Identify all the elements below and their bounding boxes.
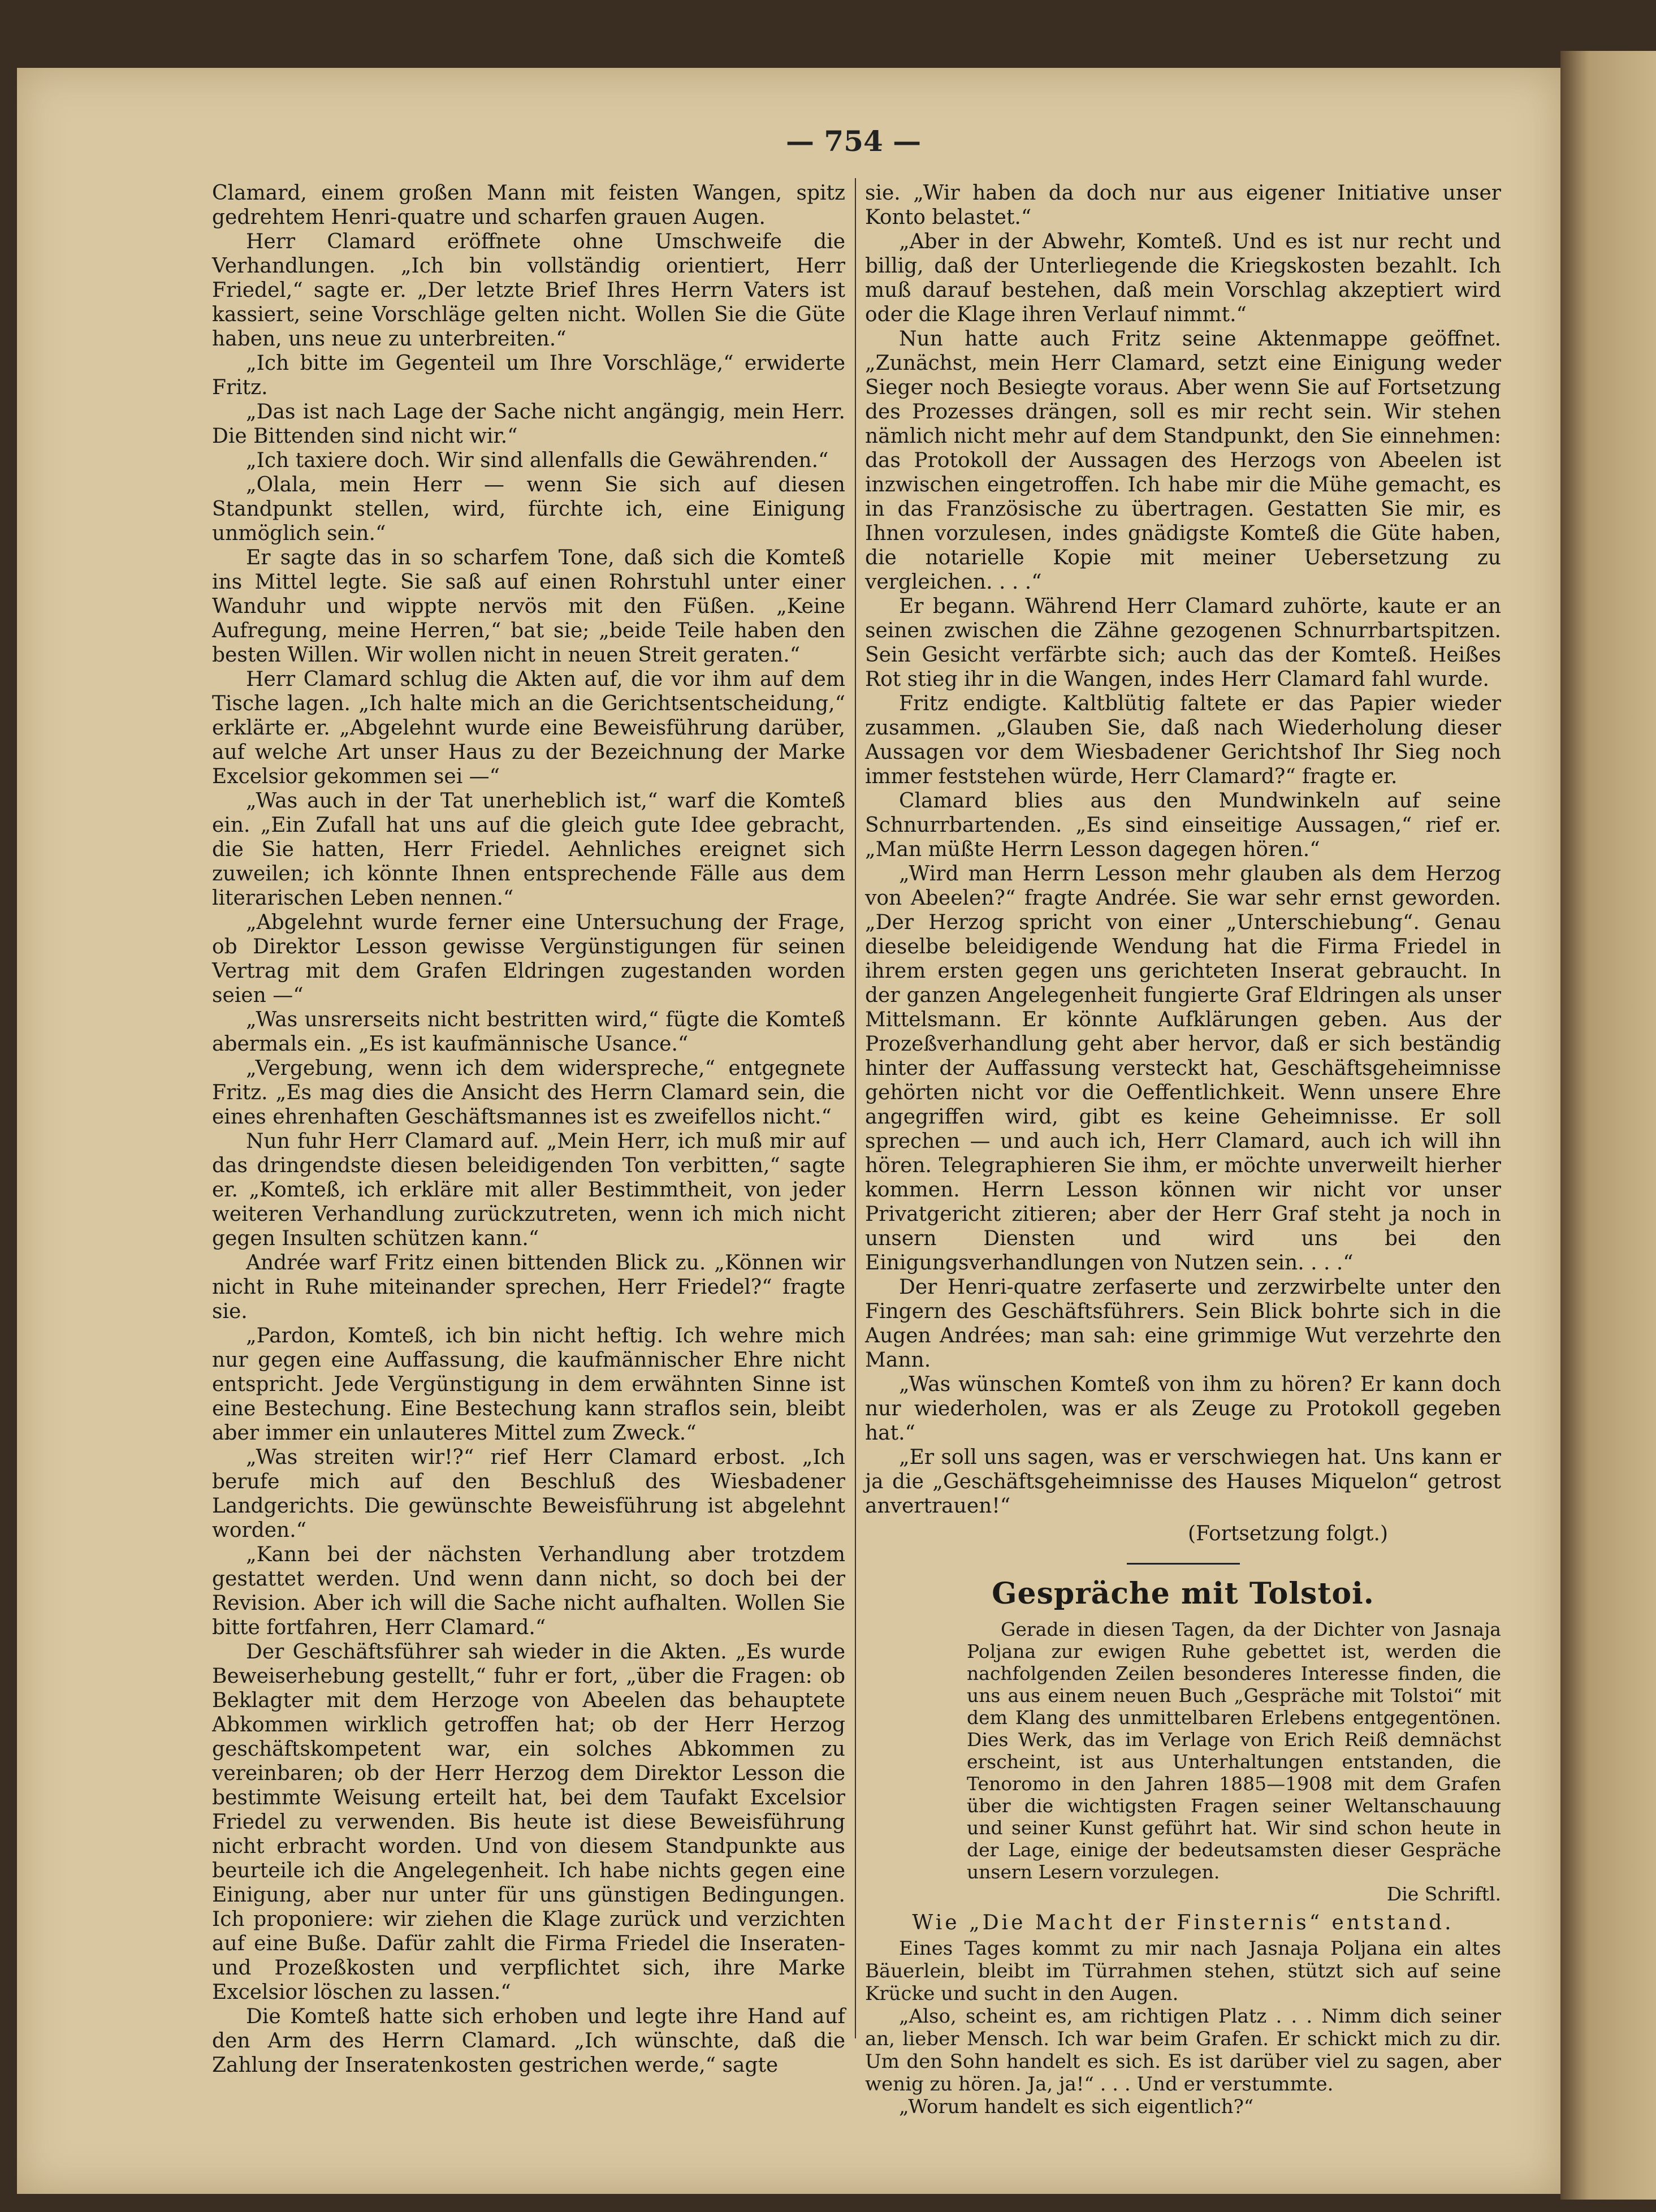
paragraph: Er sagte das in so scharfem Tone, daß sich die Komteß ins Mittel legte. Sie saß auf einen Rohrstuhl unter einer Wanduhr und wippte nervös mit den Füßen. „Keine Aufregung, meine Herren,“ bat sie; „beide Teile haben den besten Willen. Wir wollen nicht in neuen Streit geraten.“ <box>212 546 845 667</box>
paragraph: „Pardon, Komteß, ich bin nicht heftig. Ich wehre mich nur gegen eine Auffassung, die kaufmännischer Ehre nicht entspricht. Jede Vergünstigung in dem erwähnten Sinne ist eine Bestechung. Eine Bestechung kann straflos sein, bleibt aber immer ein unlauteres Mittel zum Zweck.“ <box>212 1324 845 1445</box>
paragraph: Die Komteß hatte sich erhoben und legte ihre Hand auf den Arm des Herrn Clamard. „Ich wünschte, daß die Zahlung der Inseratenkosten gestrichen werde,“ sagte <box>212 2005 845 2077</box>
paragraph: Herr Clamard schlug die Akten auf, die vor ihm auf dem Tische lagen. „Ich halte mich an die Gerichtsentscheidung,“ erklärte er. „Abgelehnt wurde eine Beweisführung darüber, auf welche Art unser Haus zu der Bezeichnung der Marke Excelsior gekommen sei —“ <box>212 668 845 788</box>
paragraph: Clamard blies aus den Mundwinkeln auf seine Schnurrbartenden. „Es sind einseitige Aussagen,“ rief er. „Man müßte Herrn Lesson dagegen hören.“ <box>865 789 1501 861</box>
paragraph: „Was streiten wir!?“ rief Herr Clamard erbost. „Ich berufe mich auf den Beschluß des Wiesbadener Landgerichts. Die gewünschte Beweisführung ist abgelehnt worden.“ <box>212 1446 845 1542</box>
paragraph: „Aber in der Abwehr, Komteß. Und es ist nur recht und billig, daß der Unterliegende die Kriegskosten bezahlt. Ich muß darauf bestehen, daß mein Vorschlag akzeptiert wird oder die Klage ihren Verlauf nimmt.“ <box>865 230 1501 326</box>
paragraph: „Olala, mein Herr — wenn Sie sich auf diesen Standpunkt stellen, wird, fürchte ich, eine Einigung unmöglich sein.“ <box>212 473 845 545</box>
paragraph: Nun fuhr Herr Clamard auf. „Mein Herr, ich muß mir auf das dringendste diesen beleidigenden Ton verbitten,“ sagte er. „Komteß, ich erkläre mit aller Bestimmtheit, von jeder weiteren Verhandlung zurückzutreten, wenn ich mich nicht gegen Insulten schützen kann.“ <box>212 1130 845 1250</box>
paragraph: „Was wünschen Komteß von ihm zu hören? Er kann doch nur wiederholen, was er als Zeuge zu Protokoll gegeben hat.“ <box>865 1373 1501 1445</box>
paragraph: „Kann bei der nächsten Verhandlung aber trotzdem gestattet werden. Und wenn dann nicht, so doch bei der Revision. Aber ich will die Sache nicht aufhalten. Wollen Sie bitte fortfahren, Herr Clamard.“ <box>212 1543 845 1639</box>
article-intro <box>967 1618 1501 1905</box>
paragraph: sie. „Wir haben da doch nur aus eigener Initiative unser Konto belastet.“ <box>865 182 1501 229</box>
paragraph: Der Henri-quatre zerfaserte und zerzwirbelte unter den Fingern des Geschäftsführers. Sein Blick bohrte sich in die Augen Andrées; man sah: eine grimmige Wut verzehrte den Mann. <box>865 1276 1501 1372</box>
page-number: — 754 — <box>786 124 922 158</box>
paragraph: Eines Tages kommt zu mir nach Jasnaja Poljana ein altes Bäuerlein, bleibt im Türrahmen stehen, stützt sich auf seine Krücke und sucht in den Augen. <box>865 1937 1501 2005</box>
paragraph: Er begann. Während Herr Clamard zuhörte, kaute er an seinen zwischen die Zähne gezogenen Schnurrbartspitzen. Sein Gesicht verfärbte sich; auch das der Komteß. Heißes Rot stieg ihr in die Wangen, indes Herr Clamard fahl wurde. <box>865 595 1501 691</box>
paragraph: Clamard, einem großen Mann mit feisten Wangen, spitz gedrehtem Henri-quatre und scharfen grauen Augen. <box>212 182 845 229</box>
adjacent-page-edge <box>1560 51 1656 2200</box>
paragraph: „Wird man Herrn Lesson mehr glauben als dem Herzog von Abeelen?“ fragte Andrée. Sie war sehr ernst geworden. „Der Herzog spricht von einer „Unterschiebung“. Genau dieselbe beleidigende Wendung hat die Firma Friedel in ihrem ersten gegen uns gerichteten Inserat gebraucht. In der ganzen Angelegenheit fungierte Graf Eldringen als unser Mittelsmann. Er könnte Aufklärungen geben. Aus der Prozeßverhandlung geht aber hervor, daß er sich beständig hinter der Auffassung versteckt hat, Geschäftsgeheimnisse gehörten nicht vor die Oeffentlichkeit. Wenn unsere Ehre angegriffen wird, gibt es keine Geheimnisse. Er soll sprechen — und auch ich, Herr Clamard, auch ich will ihn hören. Telegraphieren Sie ihm, er möchte unverweilt hierher kommen. Herrn Lesson können wir nicht vor unser Privatgericht zitieren; aber der Herr Graf steht ja noch in unsern Diensten und wird uns bei den Einigungsverhandlungen von Nutzen sein. . . .“ <box>865 862 1501 1275</box>
paragraph: „Ich bitte im Gegenteil um Ihre Vorschläge,“ erwiderte Fritz. <box>212 352 845 399</box>
editor-signature: Die Schriftl. <box>1386 1883 1501 1905</box>
paragraph: Andrée warf Fritz einen bittenden Blick zu. „Können wir nicht in Ruhe miteinander sprechen, Herr Friedel?“ fragte sie. <box>212 1251 845 1323</box>
continuation-note: (Fortsetzung folgt.) <box>1188 1522 1388 1545</box>
paragraph: „Ich taxiere doch. Wir sind allenfalls die Gewährenden.“ <box>246 449 829 472</box>
left-column <box>212 181 845 2077</box>
paragraph: „Das ist nach Lage der Sache nicht angängig, mein Herr. Die Bittenden sind nicht wir.“ <box>212 400 845 448</box>
paragraph: Nun hatte auch Fritz seine Aktenmappe geöffnet. „Zunächst, mein Herr Clamard, setzt eine Einigung weder Sieger noch Besiegte voraus. Aber wenn Sie auf Fortsetzung des Prozesses drängen, soll es mir recht sein. Wir stehen nämlich nicht mehr auf dem Standpunkt, den Sie einnehmen: das Protokoll der Aussagen des Herzogs von Abeelen ist inzwischen eingetroffen. Ich habe mir die Mühe gemacht, es in das Französische zu übertragen. Gestatten Sie mir, es Ihnen vorzulesen, indes gnädigste Komteß die Güte haben, die notarielle Kopie mit meiner Uebersetzung zu vergleichen. . . .“ <box>865 327 1501 594</box>
column-divider <box>855 178 856 2038</box>
paragraph: „Abgelehnt wurde ferner eine Untersuchung der Frage, ob Direktor Lesson gewisse Vergünstigungen für seinen Vertrag mit dem Grafen Eldringen zugestanden worden seien —“ <box>212 911 845 1007</box>
paragraph: „Er soll uns sagen, was er verschwiegen hat. Uns kann er ja die „Geschäftsgeheimnisse des Hauses Miquelon“ getrost anvertrauen!“ <box>865 1446 1501 1518</box>
paragraph: „Also, scheint es, am richtigen Platz . . . Nimm dich seiner an, lieber Mensch. Ich war beim Grafen. Er schickt mich zu dir. Um den Sohn handelt es sich. Es ist darüber viel zu sagen, aber wenig zu hören. Ja, ja!“ . . . Und er verstummte. <box>865 2005 1501 2096</box>
paragraph: Der Geschäftsführer sah wieder in die Akten. „Es wurde Beweiserhebung gestellt,“ fuhr er fort, „über die Fragen: ob Beklagter mit dem Herzoge von Abeelen das behauptete Abkommen wirklich getroffen hat; ob der Herr Herzog geschäftskompetent war, ein solches Abkommen zu vereinbaren; ob der Herr Herzog dem Direktor Lesson die bestimmte Weisung erteilt hat, bei dem Taufakt Excelsior Friedel zu verwenden. Bis heute ist diese Beweisführung nicht erbracht worden. Und von diesem Standpunkte aus beurteile ich die Angelegenheit. Ich habe nichts gegen eine Einigung, aber nur unter für uns günstigen Bedingungen. Ich proponiere: wir ziehen die Klage zurück und verzichten auf eine Buße. Dafür zahlt die Firma Friedel die Inseraten- und Prozeßkosten und verpflichtet sich, ihre Marke Excelsior löschen zu lassen.“ <box>212 1640 845 2004</box>
section-rule <box>1127 1563 1240 1565</box>
article-subheading: Wie „Die Macht der Finsternis“ entstand. <box>912 1911 1454 1934</box>
paragraph: Fritz endigte. Kaltblütig faltete er das Papier wieder zusammen. „Glauben Sie, daß nach Wiederholung dieser Aussagen vor dem Wiesbadener Gerichtshof Ihr Sieg noch immer feststehen würde, Herr Clamard?“ fragte er. <box>865 692 1501 788</box>
right-column <box>865 181 1501 2118</box>
paragraph: „Was auch in der Tat unerheblich ist,“ warf die Komteß ein. „Ein Zufall hat uns auf die gleich gute Idee gebracht, die Sie hatten, Herr Friedel. Aehnliches ereignet sich zuweilen; ich könnte Ihnen entsprechende Fälle aus dem literarischen Leben nennen.“ <box>212 789 845 910</box>
paragraph: Herr Clamard eröffnete ohne Umschweife die Verhandlungen. „Ich bin vollständig orientiert, Herr Friedel,“ sagte er. „Der letzte Brief Ihres Herrn Vaters ist kassiert, seine Vorschläge gelten nicht. Wollen Sie die Güte haben, uns neue zu unterbreiten.“ <box>212 230 845 351</box>
article-title: Gespräche mit Tolstoi. <box>992 1576 1374 1611</box>
intro-text: Gerade in diesen Tagen, da der Dichter von Jasnaja Poljana zur ewigen Ruhe gebettet ist, werden die nachfolgenden Zeilen besonderes Interesse finden, die uns aus einem neuen Buch „Gespräche mit Tolstoi“ mit dem Klang des unmittelbaren Erlebens entgegentönen. Dies Werk, das im Verlage von Erich Reiß demnächst erscheint, ist aus Unterhaltungen entstanden, die Tenoromo in den Jahren 1885—1908 mit dem Grafen über die wichtigsten Fragen seiner Weltanschauung und seiner Kunst geführt hat. Wir sind schon heute in der Lage, einige der bedeutsamsten dieser Gespräche unsern Lesern vorzulegen. <box>967 1618 1501 1883</box>
paragraph: „Vergebung, wenn ich dem widerspreche,“ entgegnete Fritz. „Es mag dies die Ansicht des Herrn Clamard sein, die eines ehrenhaften Geschäftsmannes ist es zweifellos nicht.“ <box>212 1057 845 1129</box>
article-body <box>865 1937 1501 2118</box>
paragraph: „Worum handelt es sich eigentlich?“ <box>899 2096 1254 2118</box>
paragraph: „Was unsrerseits nicht bestritten wird,“ fügte die Komteß abermals ein. „Es ist kaufmännische Usance.“ <box>212 1008 845 1056</box>
